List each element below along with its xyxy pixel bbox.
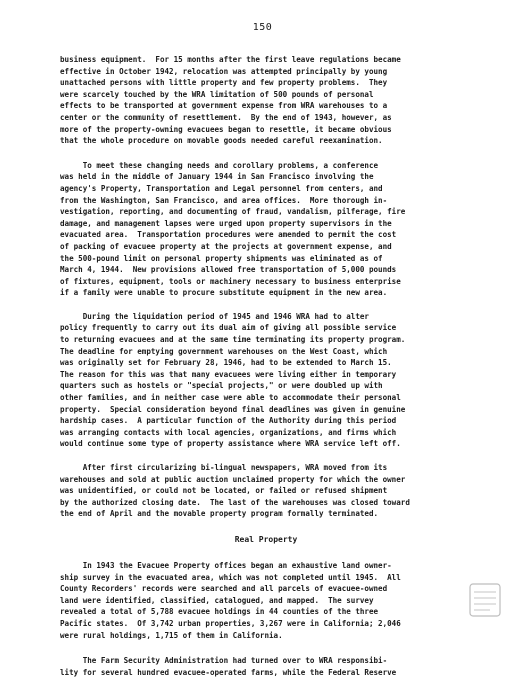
paragraph-3: During the liquidation period of 1945 and 1946 WRA had to alter policy frequently to carry out its dual aim of giving all possible service to returning evacuees and at the same time terminating its property program. The deadline for emptying government warehouses on the West Coast, which was originally set for February 28, 1946, had to be extended to March 15. The reason for this was that many evacuees were living either in temporary quarters such as hostels or "special projects," or were doubled up with other families, and in neither case were able to accommodate their personal property. Special consideration beyond final deadlines was given in genuine hardship cases. A particular function of the Authority during this period was arranging contacts with local agencies, organizations, and firms which would continue some type of property assistance where WRA service left off.	[60, 311, 406, 449]
paragraph-6: The Farm Security Administration had turned over to WRA responsibi- lity for several hundred evacuee-operated farms, while the Federal Reserve	[60, 656, 397, 677]
paragraph-2: To meet these changing needs and corollary problems, a conference was held in the middle of January 1944 in San Francisco involving the agency's Property, Transportation and Legal personnel from centers, and from the Washington, San Francisco, and area offices. More thorough in- vestigation, reporting, and documenting of fraud, vandalism, pilferage, fire damage, and management lapses were urged upon property supervisors in the evacuated area. Transportation procedures were amended to permit the cost of packing of evacuee property at the projects at government expense, and the 500-pound limit on personal property shipments was eliminated as of March 4, 1944. New provisions allowed free transportation of 5,000 pounds of fixtures, equipment, tools or machinery necessary to business enterprise if a family were unable to procure substitute equipment in the new area.	[60, 160, 406, 298]
paragraph-4: After first circularizing bi-lingual newspapers, WRA moved from its warehouses and sold at public auction unclaimed property for which the owner was unidentified, or could not be located, or failed or refused shipment by the authorized closing date. The last of the warehouses was closed toward the end of April and the movable property program formally terminated.	[60, 463, 410, 519]
document-body	[60, 54, 472, 691]
section-heading: Real Property	[234, 534, 298, 544]
paragraph-5: In 1943 the Evacuee Property offices began an exhaustive land owner- ship survey in the evacuated area, which was not completed until 1945. All County Recorders' records were searched and all parcels of evacuee-owned land were identified, classified, catalogued, and mapped. The survey revealed a total of 5,788 evacuee holdings in 44 counties of the three Pacific states. Of 3,742 urban properties, 3,267 were in California; 2,046 were rural holdings, 1,715 of them in California.	[60, 560, 401, 640]
paragraph-1: business equipment. For 15 months after the first leave regulations became effective in October 1942, relocation was attempted principally by young unattached persons with little property and few property problems. They were scarcely touched by the WRA limitation of 500 pounds of personal effects to be transported at government expense from WRA warehouses to a center or the community of resettlement. By the end of 1943, however, as more of the property-owning evacuees began to resettle, it became obvious that the whole procedure on movable goods needed careful reexamination.	[60, 55, 401, 146]
archive-stamp-icon	[468, 582, 502, 618]
page-number: 150	[252, 22, 273, 33]
